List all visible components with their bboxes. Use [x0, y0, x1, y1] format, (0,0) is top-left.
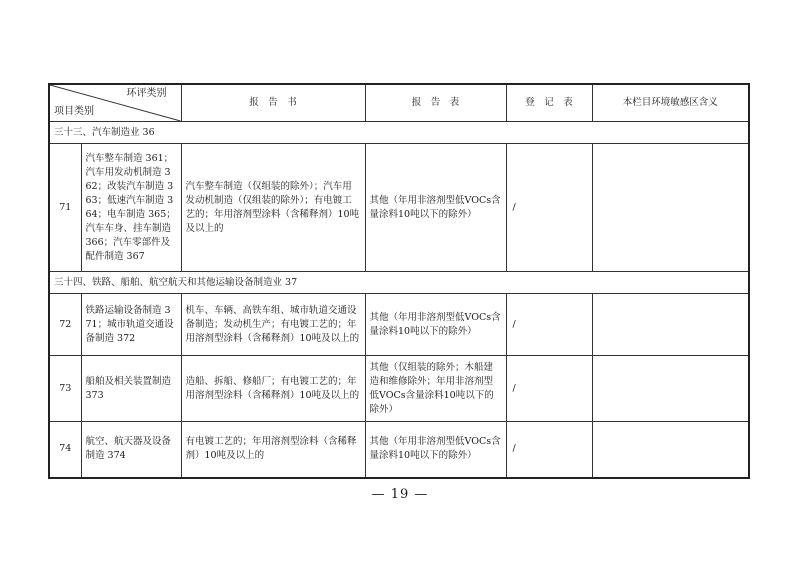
page-number: — 19 —	[371, 487, 429, 502]
row-report-book: 造船、拆船、修船厂；有电镀工艺的；年用溶剂型涂料（含稀释剂）10吨及以上的	[181, 356, 365, 422]
row-category: 汽车整车制造 361；汽车用发动机制造 362；改装汽车制造 363；低速汽车制造 364；电车制造 365；汽车车身、挂车制造 366；汽车零部件及配件制造 367	[81, 144, 181, 272]
row-report-form: 其他（仅组装的除外；木船建造和维修除外；年用非溶剂型低VOCs含量涂料10吨以下的除外）	[365, 356, 506, 422]
col-sensitive-area: 本栏目环境敏感区含义	[592, 84, 749, 122]
row-report-book: 汽车整车制造（仅组装的除外）；汽车用发动机制造（仅组装的除外）；有电镀工艺的；年用溶剂型涂料（含稀释剂）10吨及以上的	[181, 144, 365, 272]
row-registration: /	[506, 144, 592, 272]
row-number: 74	[49, 422, 81, 478]
row-number: 72	[49, 294, 81, 356]
col-registration: 登 记 表	[506, 84, 592, 122]
row-number: 73	[49, 356, 81, 422]
project-category-label: 项目类别	[54, 106, 94, 117]
row-number: 71	[49, 144, 81, 272]
row-sensitive	[592, 356, 749, 422]
table-row	[49, 356, 749, 422]
header-row	[49, 84, 749, 122]
catalog-table	[48, 83, 750, 479]
row-category: 铁路运输设备制造 371；城市轨道交通设备制造 372	[81, 294, 181, 356]
env-category-label: 环评类别	[126, 88, 167, 99]
section-title: 三十四、铁路、船舶、航空航天和其他运输设备制造业 37	[49, 272, 749, 294]
row-report-book: 有电镀工艺的；年用溶剂型涂料（含稀释剂）10吨及以上的	[181, 422, 365, 478]
row-sensitive	[592, 144, 749, 272]
row-report-book: 机车、车辆、高铁车组、城市轨道交通设备制造；发动机生产；有电镀工艺的；年用溶剂型涂料（含稀释剂）10吨及以上的	[181, 294, 365, 356]
row-report-form: 其他（年用非溶剂型低VOCs含量涂料10吨以下的除外）	[365, 294, 506, 356]
row-registration: /	[506, 356, 592, 422]
section-row	[49, 122, 749, 144]
diagonal-header-cell	[49, 84, 181, 122]
row-sensitive	[592, 294, 749, 356]
row-registration: /	[506, 422, 592, 478]
table-row	[49, 422, 749, 478]
table-row	[49, 144, 749, 272]
col-report-book: 报 告 书	[181, 84, 365, 122]
section-row	[49, 272, 749, 294]
row-report-form: 其他（年用非溶剂型低VOCs含量涂料10吨以下的除外）	[365, 422, 506, 478]
row-report-form: 其他（年用非溶剂型低VOCs含量涂料10吨以下的除外）	[365, 144, 506, 272]
row-sensitive	[592, 422, 749, 478]
row-category: 航空、航天器及设备制造 374	[81, 422, 181, 478]
section-title: 三十三、汽车制造业 36	[49, 122, 749, 144]
row-registration: /	[506, 294, 592, 356]
col-report-form: 报 告 表	[365, 84, 506, 122]
row-category: 船舶及相关装置制造 373	[81, 356, 181, 422]
table-row	[49, 294, 749, 356]
